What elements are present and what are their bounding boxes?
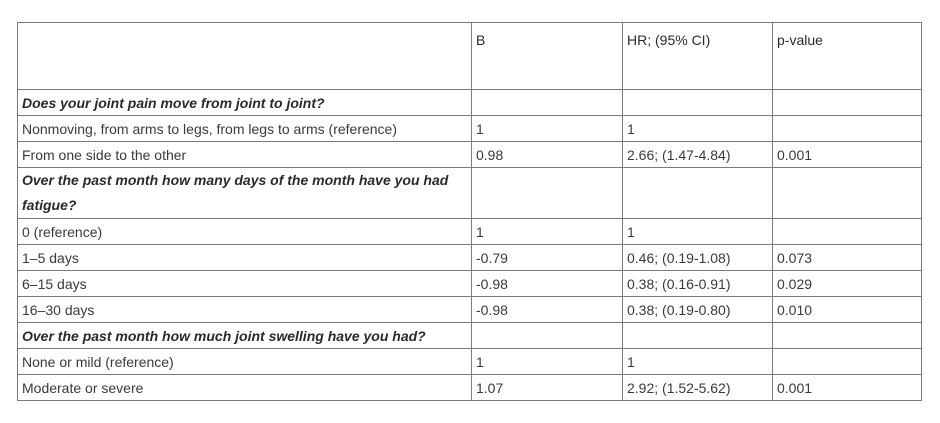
p-value — [773, 116, 922, 142]
b-value: -0.98 — [472, 297, 623, 323]
table-header-row — [18, 23, 922, 90]
empty-cell — [623, 323, 773, 349]
p-value: 0.001 — [773, 142, 922, 168]
section-label: Over the past month how many days of the month have you had fatigue? — [18, 168, 472, 219]
b-value: -0.98 — [472, 271, 623, 297]
row-label: 16–30 days — [18, 297, 472, 323]
empty-cell — [472, 323, 623, 349]
row-label: 1–5 days — [18, 245, 472, 271]
hr-value: 0.38; (0.16-0.91) — [623, 271, 773, 297]
table-row — [18, 375, 922, 401]
b-value: 1 — [472, 116, 623, 142]
p-value: 0.001 — [773, 375, 922, 401]
hr-value: 0.38; (0.19-0.80) — [623, 297, 773, 323]
header-hr-ci: HR; (95% CI) — [623, 23, 773, 90]
table-row — [18, 219, 922, 245]
hr-value: 1 — [623, 116, 773, 142]
b-value: 0.98 — [472, 142, 623, 168]
row-label: From one side to the other — [18, 142, 472, 168]
table-row — [18, 142, 922, 168]
table-row — [18, 349, 922, 375]
empty-cell — [623, 90, 773, 116]
section-row — [18, 323, 922, 349]
header-label — [18, 23, 472, 90]
table-row — [18, 297, 922, 323]
hr-value: 2.66; (1.47-4.84) — [623, 142, 773, 168]
empty-cell — [472, 90, 623, 116]
hr-value: 1 — [623, 219, 773, 245]
section-row — [18, 168, 922, 219]
table-row — [18, 271, 922, 297]
table-row — [18, 245, 922, 271]
row-label: 6–15 days — [18, 271, 472, 297]
section-label: Over the past month how much joint swelling have you had? — [18, 323, 472, 349]
header-b: B — [472, 23, 623, 90]
row-label: None or mild (reference) — [18, 349, 472, 375]
p-value — [773, 219, 922, 245]
empty-cell — [623, 168, 773, 219]
header-p-value: p-value — [773, 23, 922, 90]
p-value: 0.010 — [773, 297, 922, 323]
p-value — [773, 349, 922, 375]
b-value: 1 — [472, 219, 623, 245]
b-value: 1.07 — [472, 375, 623, 401]
p-value: 0.073 — [773, 245, 922, 271]
hr-value: 1 — [623, 349, 773, 375]
empty-cell — [773, 168, 922, 219]
row-label: 0 (reference) — [18, 219, 472, 245]
hr-value: 0.46; (0.19-1.08) — [623, 245, 773, 271]
empty-cell — [472, 168, 623, 219]
results-table — [17, 22, 922, 401]
empty-cell — [773, 90, 922, 116]
hr-value: 2.92; (1.52-5.62) — [623, 375, 773, 401]
p-value: 0.029 — [773, 271, 922, 297]
section-row — [18, 90, 922, 116]
b-value: -0.79 — [472, 245, 623, 271]
empty-cell — [773, 323, 922, 349]
row-label: Nonmoving, from arms to legs, from legs to arms (reference) — [18, 116, 472, 142]
section-label: Does your joint pain move from joint to joint? — [18, 90, 472, 116]
table-row — [18, 116, 922, 142]
row-label: Moderate or severe — [18, 375, 472, 401]
b-value: 1 — [472, 349, 623, 375]
